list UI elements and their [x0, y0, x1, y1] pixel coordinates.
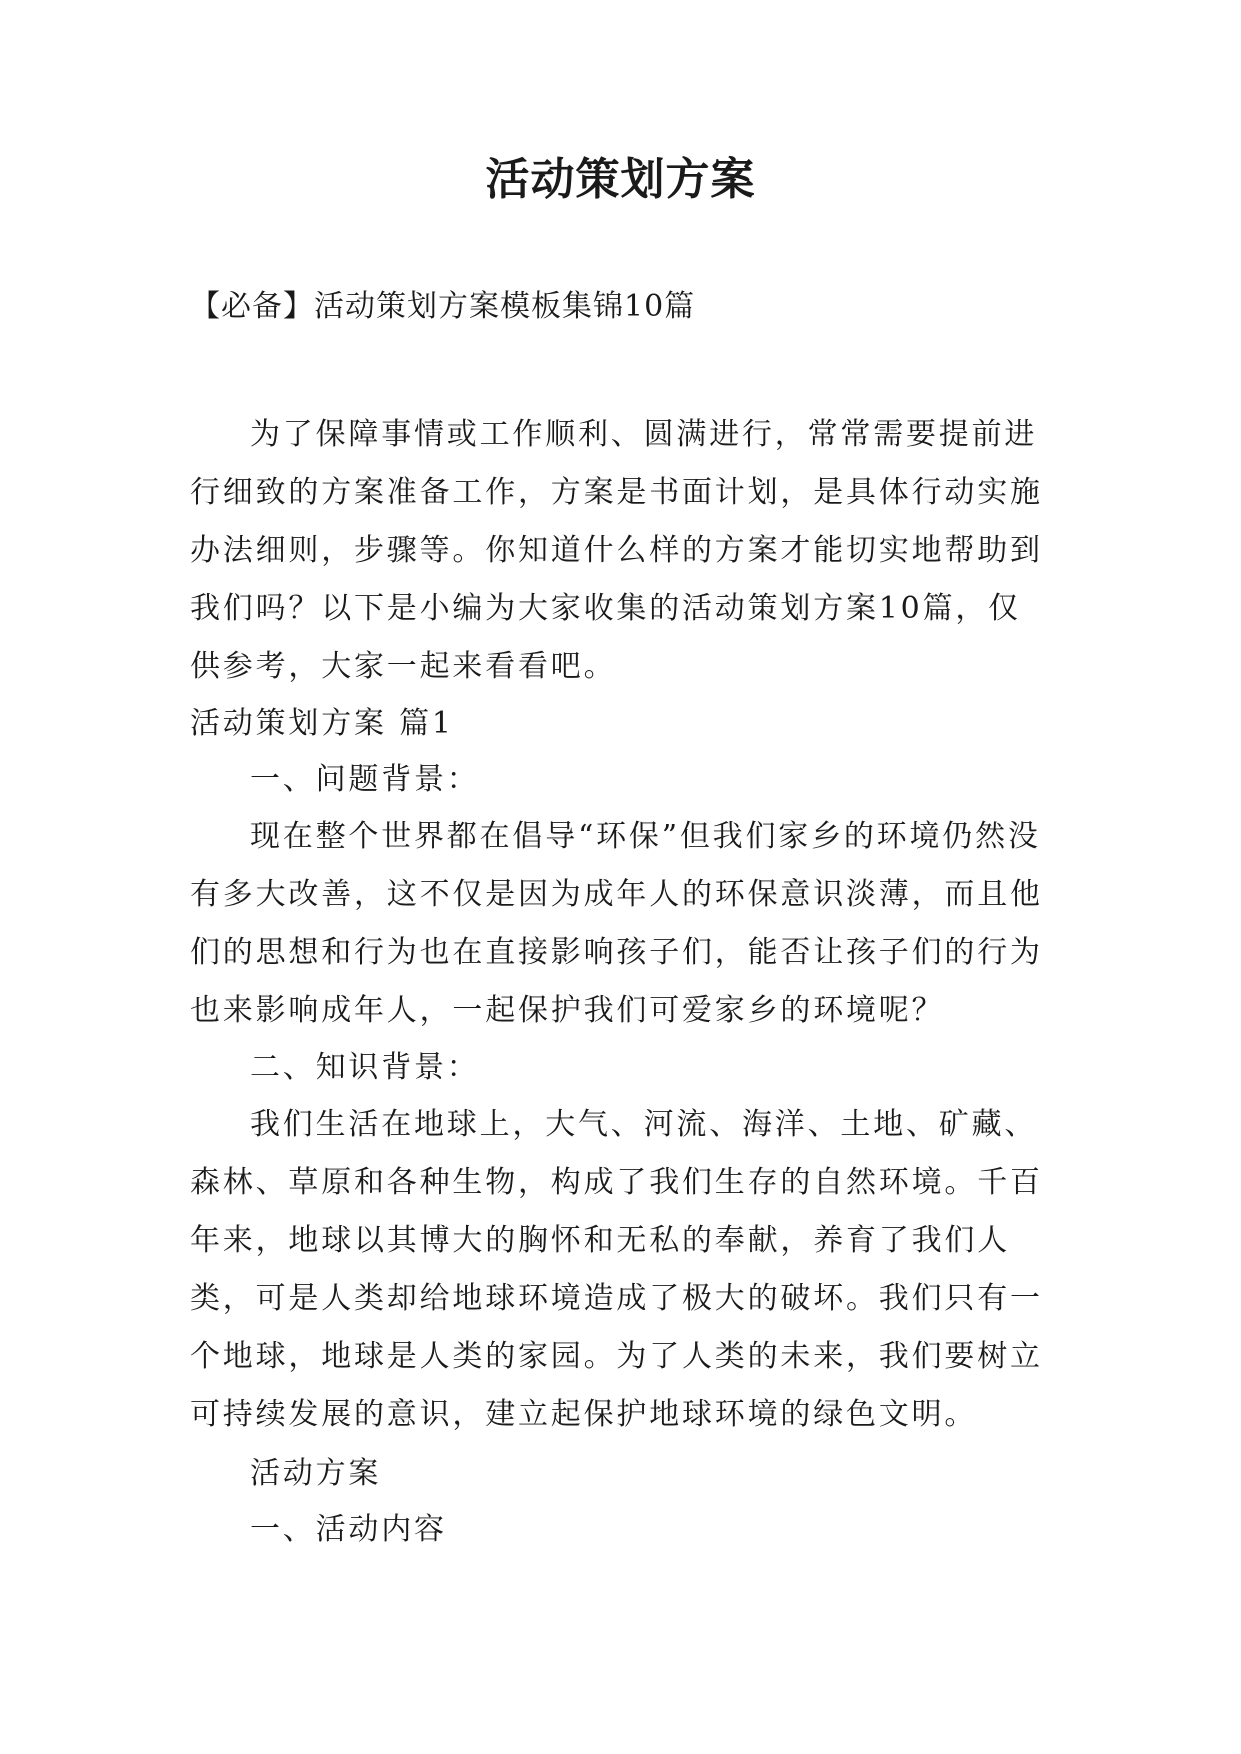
document-subtitle: 【必备】活动策划方案模板集锦10篇	[190, 289, 696, 324]
paragraph-knowledge-background: 我们生活在地球上，大气、河流、海洋、土地、矿藏、森林、草原和各种生物，构成了我们生存的自然环境。千百年来，地球以其博大的胸怀和无私的奉献，养育了我们人类，可是人类却给地球环境造成了极大的破坏。我们只有一个地球，地球是人类的家园。为了人类的未来，我们要树立可持续发展的意识，建立起保护地球环境的绿色文明。	[190, 1107, 1043, 1432]
document-title: 活动策划方案	[485, 154, 756, 205]
heading-knowledge-background: 二、知识背景：	[250, 1050, 480, 1085]
heading-problem-background: 一、问题背景：	[250, 762, 480, 797]
intro-paragraph: 为了保障事情或工作顺利、圆满进行，常常需要提前进行细致的方案准备工作，方案是书面计划，是具体行动实施办法细则，步骤等。你知道什么样的方案才能切实地帮助到我们吗？以下是小编为大家收集的活动策划方案10篇，仅供参考，大家一起来看看吧。	[190, 417, 1043, 684]
document-body	[190, 406, 1050, 1558]
paragraph-problem-background: 现在整个世界都在倡导“环保”但我们家乡的环境仍然没有多大改善，这不仅是因为成年人的环保意识淡薄，而且他们的思想和行为也在直接影响孩子们，能否让孩子们的行为也来影响成年人，一起保护我们可爱家乡的环境呢？	[190, 819, 1043, 1028]
section-title: 活动策划方案 篇1	[190, 706, 454, 741]
heading-activity-plan: 活动方案	[250, 1456, 382, 1491]
heading-activity-content: 一、活动内容	[250, 1512, 447, 1547]
